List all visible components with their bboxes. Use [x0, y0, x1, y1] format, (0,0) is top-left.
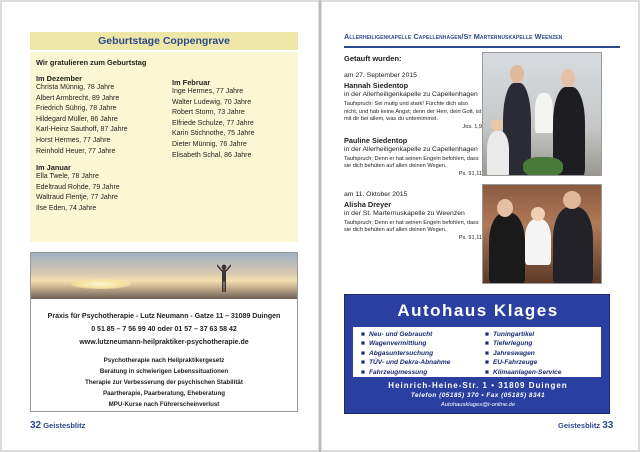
birthday-entry: Friedrich Sührig, 78 Jahre: [36, 105, 117, 113]
birthday-title: Geburtstage Coppengrave: [30, 32, 298, 50]
birthday-entry: Elisabeth Schal, 86 Jahre: [172, 151, 252, 159]
bullet-icon: ■: [485, 340, 489, 348]
birthday-entry: Waltraud Flentje, 77 Jahre: [36, 194, 118, 202]
birthday-column-2: [172, 78, 294, 161]
birthday-entry: Robert Storm, 73 Jahre: [172, 109, 245, 117]
service-item: ■ Fahrzeugmessung: [361, 368, 428, 376]
birthday-intro: Wir gratulieren zum Geburtstag: [36, 58, 147, 67]
service-item: ■ EU-Fahrzeuge: [485, 359, 538, 367]
page-label: Geistesblitz: [43, 421, 86, 430]
heading-rule: [344, 46, 620, 48]
page-footer-left: [30, 420, 85, 431]
page-number: 32: [30, 420, 42, 431]
ad-service-item: Paartherapie, Paarberatung, Eheberatung: [102, 390, 226, 397]
service-item: ■ TÜV- und Dekra-Abnahme: [361, 359, 451, 367]
baptism-verse: Taufspruch: Sei mutig und stark! Fürchte dich also nicht, und hab keine Angst; denn der Herr, dein Gott, ist mit dir bei allem, was du unternimmst.: [344, 101, 482, 122]
autohaus-ad: [344, 294, 610, 414]
service-item: ■ Neu- und Gebraucht: [361, 331, 433, 338]
birthday-entry: Karin Stichnothe, 75 Jahre: [172, 130, 255, 138]
autohaus-phone: Telefon (05185) 370 • Fax (05185) 8341: [410, 392, 546, 399]
autohaus-email-link[interactable]: Autohausklages@t-online.de: [440, 402, 516, 408]
service-item: ■ Tieferlegung: [485, 340, 533, 348]
baptism-list: [344, 72, 482, 241]
page-spine: [319, 0, 321, 452]
birthday-entry: Hildegard Müller, 86 Jahre: [36, 115, 118, 123]
month-heading-january: Im Januar: [36, 163, 71, 173]
ad-services-list: [31, 355, 297, 410]
bullet-icon: ■: [485, 359, 489, 367]
left-page: [2, 2, 318, 450]
services-right-column: [485, 330, 562, 377]
bullet-icon: ■: [361, 359, 365, 367]
birthday-entry: Ella Twele, 78 Jahre: [36, 173, 99, 181]
baptism-place: in der St. Marternuskapelle zu Weenzen: [344, 209, 465, 217]
bullet-icon: ■: [361, 368, 365, 376]
ad-service-item: Therapie zur Verbesserung der psychischen Stabilität: [85, 379, 243, 386]
family-photo-1: [482, 52, 602, 176]
baptism-verse-ref: Jos. 1,9: [462, 123, 482, 130]
bullet-icon: ■: [485, 349, 489, 357]
baptism-intro: Getauft wurden:: [344, 54, 402, 63]
bullet-icon: ■: [485, 368, 489, 376]
page-footer-right: [558, 420, 613, 431]
ad-service-item: MPU-Kurse nach Führerscheinverlust: [108, 401, 220, 408]
family-photo-2: [482, 184, 602, 284]
baptism-name: Hannah Siedentop: [344, 81, 409, 90]
page-number: 33: [602, 420, 614, 431]
birthday-entry: Inge Hermes, 77 Jahre: [172, 88, 244, 95]
birthday-entry: Karl-Heinz Sauthoff, 87 Jahre: [36, 126, 128, 134]
baptism-verse-ref: Ps. 91,11: [458, 170, 482, 177]
sunset-photo: [31, 253, 297, 299]
service-item: ■ Wagenvermittlung: [361, 340, 427, 348]
baptism-date: am 27. September 2015: [344, 72, 417, 79]
baptism-name: Alisha Dreyer: [344, 199, 392, 209]
bullet-icon: ■: [361, 349, 365, 357]
birthday-entry: Christa Münnig, 78 Jahre: [36, 84, 115, 91]
service-item: ■ Jahreswagen: [485, 349, 535, 357]
person-silhouette-icon: [217, 263, 231, 293]
ad-practice-address: Praxis für Psychotherapie - Lutz Neumann - Gatze 11 – 31089 Duingen: [47, 313, 281, 320]
birthday-entry: Albert Armbrecht, 89 Jahre: [36, 94, 120, 102]
services-left-column: [361, 330, 450, 377]
month-heading-february: Im Februar: [172, 78, 211, 87]
chapel-heading: Allerheiligenkapelle Capellenhagen/St Marternuskapelle Weenzen: [344, 32, 563, 41]
baptism-verse: Taufspruch: Denn er hat seinen Engeln befohlen, dass sie dich behüten auf allen deinen Wegen.: [344, 219, 479, 233]
service-item: ■ Klimaanlagen-Service: [485, 368, 562, 376]
birthday-entry: Dieter Münnig, 76 Jahre: [172, 140, 247, 148]
bullet-icon: ■: [485, 331, 489, 338]
birthday-entry: Horst Hermes, 77 Jahre: [36, 136, 111, 144]
service-item: ■ Tuningartikel: [485, 331, 535, 338]
bullet-icon: ■: [361, 331, 365, 338]
birthday-entry: Ilse Eden, 74 Jahre: [36, 204, 97, 212]
service-item: ■ Abgasuntersuchung: [361, 349, 434, 357]
bullet-icon: ■: [361, 340, 365, 348]
birthday-box: [30, 52, 298, 242]
autohaus-title: Autohaus Klages: [397, 301, 559, 320]
page-label: Geistesblitz: [558, 421, 601, 430]
autohaus-services-box: [353, 327, 601, 377]
baptism-date: am 11. Oktober 2015: [344, 190, 408, 198]
ad-service-item: Psychotherapie nach Heilpraktikergesetz: [103, 357, 225, 364]
ad-service-item: Beratung in schwierigen Lebenssituationen: [99, 368, 229, 375]
month-heading-december: Im Dezember: [36, 74, 83, 83]
birthday-column-1: [36, 74, 168, 215]
baptism-verse: Taufspruch: Denn er hat seinen Engeln befohlen, dass sie dich behüten auf allen deinen Wegen.: [344, 155, 479, 169]
baptism-name: Pauline Siedentop: [344, 135, 408, 145]
autohaus-address: Heinrich-Heine-Str. 1 • 31809 Duingen: [388, 381, 568, 390]
psychotherapy-ad: [30, 252, 298, 412]
ad-phone: 0 51 85 – 7 56 99 40 oder 01 57 – 37 63 58 42: [91, 326, 237, 333]
sun-glow: [71, 279, 131, 289]
baptism-place: in der Allerheiligenkapelle zu Capellenhagen: [344, 91, 478, 98]
baptism-verse-ref: Ps. 91,11: [458, 234, 482, 241]
birthday-entry: Reinhold Heuer, 77 Jahre: [36, 147, 116, 155]
birthday-entry: Elfriede Schulze, 77 Jahre: [172, 119, 254, 127]
birthday-entry: Edeltraud Rohde, 79 Jahre: [36, 183, 120, 191]
birthday-entry: Walter Ludewig, 70 Jahre: [172, 98, 252, 106]
ad-website-link[interactable]: www.lutzneumann-heilpraktiker-psychotherapie.de: [79, 339, 249, 346]
right-page: [322, 2, 638, 450]
baptism-place: in der Allerheiligenkapelle zu Capellenhagen: [344, 145, 478, 153]
